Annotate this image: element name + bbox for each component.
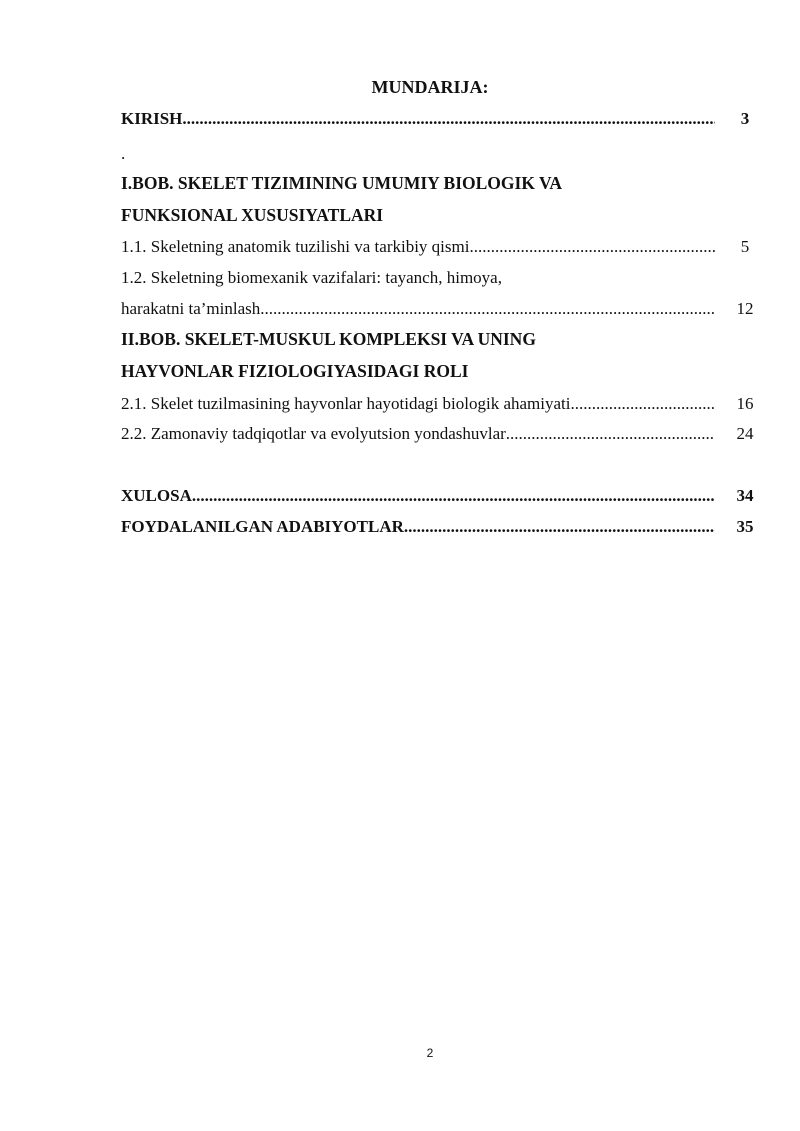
- toc-entry-label: 2.1. Skelet tuzilmasining hayvonlar hayotidagi biologik ahamiyati: [121, 394, 571, 413]
- toc-entry-label: 2.2. Zamonaviy tadqiqotlar va evolyutsion yondashuvlar: [121, 424, 506, 443]
- toc-entry-2-2[interactable]: [121, 423, 715, 445]
- toc-page-number-1-1: 5: [740, 237, 750, 256]
- toc-page-number-adabiyotlar: 35: [736, 517, 754, 536]
- toc-page-number-2-2: 24: [736, 424, 754, 443]
- chapter-2-heading-line-1: II.BOB. SKELET-MUSKUL KOMPLEKSI VA UNING: [121, 329, 536, 349]
- toc-entry-2-1[interactable]: [121, 393, 715, 415]
- chapter-2-heading-line-2: HAYVONLAR FIZIOLOGIYASIDAGI ROLI: [121, 361, 469, 381]
- toc-entry-kirish[interactable]: [121, 108, 715, 130]
- toc-entry-label: harakatni ta’minlash: [121, 299, 261, 318]
- dot-leader: [570, 393, 715, 415]
- toc-page-number-kirish: 3: [740, 109, 750, 128]
- toc-entry-1-1[interactable]: [121, 236, 715, 258]
- toc-title: MUNDARIJA:: [371, 77, 489, 97]
- toc-page-number-xulosa: 34: [736, 486, 754, 505]
- toc-entry-xulosa[interactable]: [121, 485, 715, 507]
- dot-leader: [506, 423, 715, 445]
- toc-entry-label: KIRISH: [121, 109, 183, 128]
- toc-entry-1-2[interactable]: [121, 298, 715, 320]
- toc-entry-label: XULOSA: [121, 486, 192, 505]
- toc-entry-1-2-line-1[interactable]: 1.2. Skeletning biomexanik vazifalari: tayanch, himoya,: [121, 268, 502, 287]
- toc-page-number-2-1: 16: [736, 394, 754, 413]
- dot-leader: [469, 236, 715, 258]
- toc-entry-adabiyotlar[interactable]: [121, 516, 715, 538]
- dot-leader: [182, 108, 715, 130]
- dot-leader: [192, 485, 715, 507]
- dot-leader: [260, 298, 715, 320]
- chapter-1-heading-line-2: FUNKSIONAL XUSUSIYATLARI: [121, 205, 384, 225]
- page-number: 2: [426, 1046, 434, 1060]
- chapter-1-heading-line-1: I.BOB. SKELET TIZIMINING UMUMIY BIOLOGIK VA: [121, 173, 563, 193]
- toc-entry-label: FOYDALANILGAN ADABIYOTLAR: [121, 517, 404, 536]
- dot-leader: [404, 516, 715, 538]
- toc-page-number-1-2: 12: [736, 299, 754, 318]
- stray-dot: .: [121, 144, 126, 163]
- toc-entry-label: 1.1. Skeletning anatomik tuzilishi va tarkibiy qismi: [121, 237, 470, 256]
